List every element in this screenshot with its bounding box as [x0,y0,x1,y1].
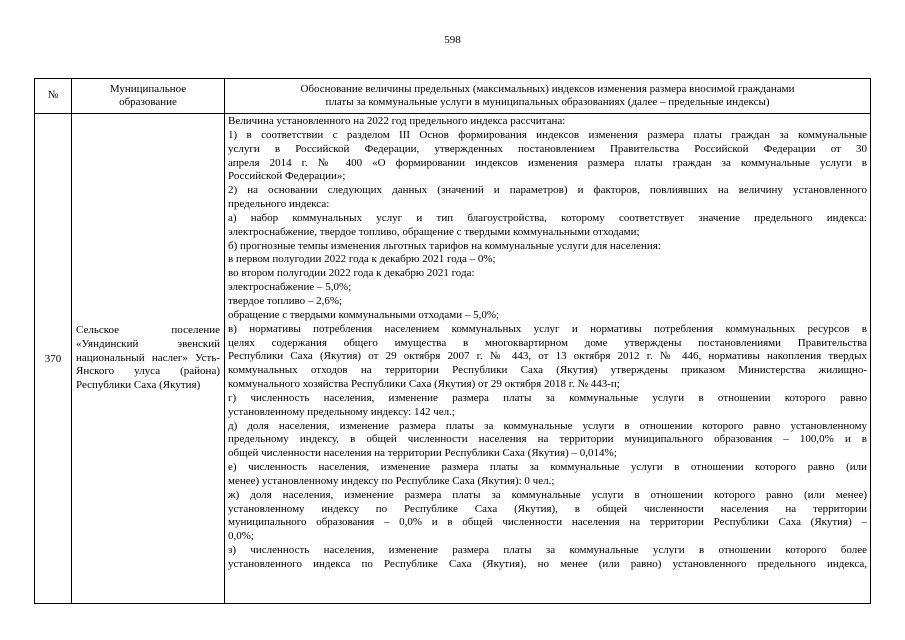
justification-line: 2) на основании следующих данных (значений и параметров) и факторов, повлиявших на величину установленного [228,184,867,197]
justification-line: з) численность населения, изменение размера платы за коммунальные услуги в отношении которого более [228,544,867,557]
justification-line: целях содержания общего имущества в многоквартирном доме утверждены постановлениями Правительства [228,336,867,349]
header-justification-line-1: Обоснование величины предельных (максимальных) индексов изменения размера вносимой гражданами [300,82,795,95]
row-municipality-cell [72,114,225,604]
justification-line: а) набор коммунальных услуг и тип благоустройства, которому соответствует значение предельного индекса: [228,211,867,224]
justification-line: муниципального образования – 0,0% и в общей численности населения на территории Республики Саха (Якутия) – [228,516,867,529]
justification-line: обращение с твердыми коммунальными отходами – 5,0%; [228,308,500,321]
justification-line: г) численность населения, изменение размера платы за коммунальные услуги в отношении которого равно [228,391,867,404]
justification-line: 1) в соответствии с разделом III Основ формирования индексов изменения размера платы граждан за коммунальные [228,128,867,141]
row-number-cell [35,114,72,604]
justification-line: установленному индексу по Республике Саха (Якутия), в общей численности населения на территории [228,502,867,515]
justification-line: установленного индекса по Республике Саха (Якутия), но менее (или равно) установленного предельного индекса, [228,558,867,570]
justification-line: д) доля населения, изменение размера платы за коммунальные услуги в отношении которого равно установленному [228,419,867,432]
justification-text [225,114,870,603]
justification-line: установленному предельному индексу: 142 чел.; [228,405,455,418]
justification-line: Величина установленного на 2022 год предельного индекса рассчитана: [228,115,566,127]
row-justification-cell [225,114,871,604]
justification-line: коммунальных отходов на территории Республики Саха (Якутия) утверждены приказом Министерства жилищно- [228,364,867,377]
justification-line: во втором полугодии 2022 года к декабрю 2021 года: [228,267,475,280]
table-header-row [35,79,871,114]
justification-line: твердое топливо – 2,6%; [228,294,343,307]
justification-line: в первом полугодии 2022 года к декабрю 2021 года – 0%; [228,253,496,266]
row-number: 370 [44,352,62,365]
justification-line: Республики Саха (Якутия) от 29 октября 2007 г. № 443, от 13 октября 2012 г. № 446, нормативы накопления твердых [228,350,867,363]
justification-line: апреля 2014 г. № 400 «О формировании индексов изменения размера платы граждан за коммунальные услуги в [228,156,867,169]
table-row [35,114,871,604]
justification-line: менее) установленному индексу по Республике Саха (Якутия): 0 чел.; [228,474,555,487]
municipality-name: Сельское поселение «Уяндинский эвенский национальный наслег» Усть-Янского улуса (района) Республики Саха (Якутия) [76,324,220,392]
justification-line: коммунального хозяйства Республики Саха (Якутия) от 29 октября 2018 г. № 443-п; [228,378,620,391]
justification-line: общей численности населения на территории Республики Саха (Якутия) – 0,014%; [228,447,617,460]
header-number: № [47,89,59,102]
justification-line: предельному индексу, в общей численности населения на территории муниципального образования – 100,0% и в [228,433,867,446]
header-municipality-line-1: Муниципальное [109,82,187,95]
header-justification-cell [225,79,871,114]
justification-line: предельного индекса: [228,198,330,211]
justification-line: электроснабжение, твердое топливо, обращение с твердыми коммунальными отходами; [228,225,640,238]
page-number: 598 [444,34,461,46]
header-number-cell [35,79,72,114]
justification-line: е) численность населения, изменение размера платы за коммунальные услуги в отношении которого равно (или [228,461,867,474]
justification-line: Российской Федерации»; [228,170,346,183]
justification-line: электроснабжение – 5,0%; [228,281,352,294]
justification-line: ж) доля населения, изменение размера платы за коммунальные услуги в отношении которого равно (или менее) [228,488,867,501]
header-municipality-line-2: образование [119,96,177,108]
justification-line: 0,0%; [228,530,254,543]
index-justification-table [34,78,871,604]
justification-line: в) нормативы потребления населением коммунальных услуг и нормативы потребления коммунальных ресурсов в [228,322,867,335]
header-municipality-cell [72,79,225,114]
header-justification-line-2: платы за коммунальные услуги в муниципальных образованиях (далее – предельные индексы) [325,96,770,108]
justification-line: б) прогнозные темпы изменения льготных тарифов на коммунальные услуги для населения: [228,239,661,252]
justification-line: услуги в Российской Федерации, утвержденных постановлением Правительства Российской Федерации от 30 [228,142,867,155]
